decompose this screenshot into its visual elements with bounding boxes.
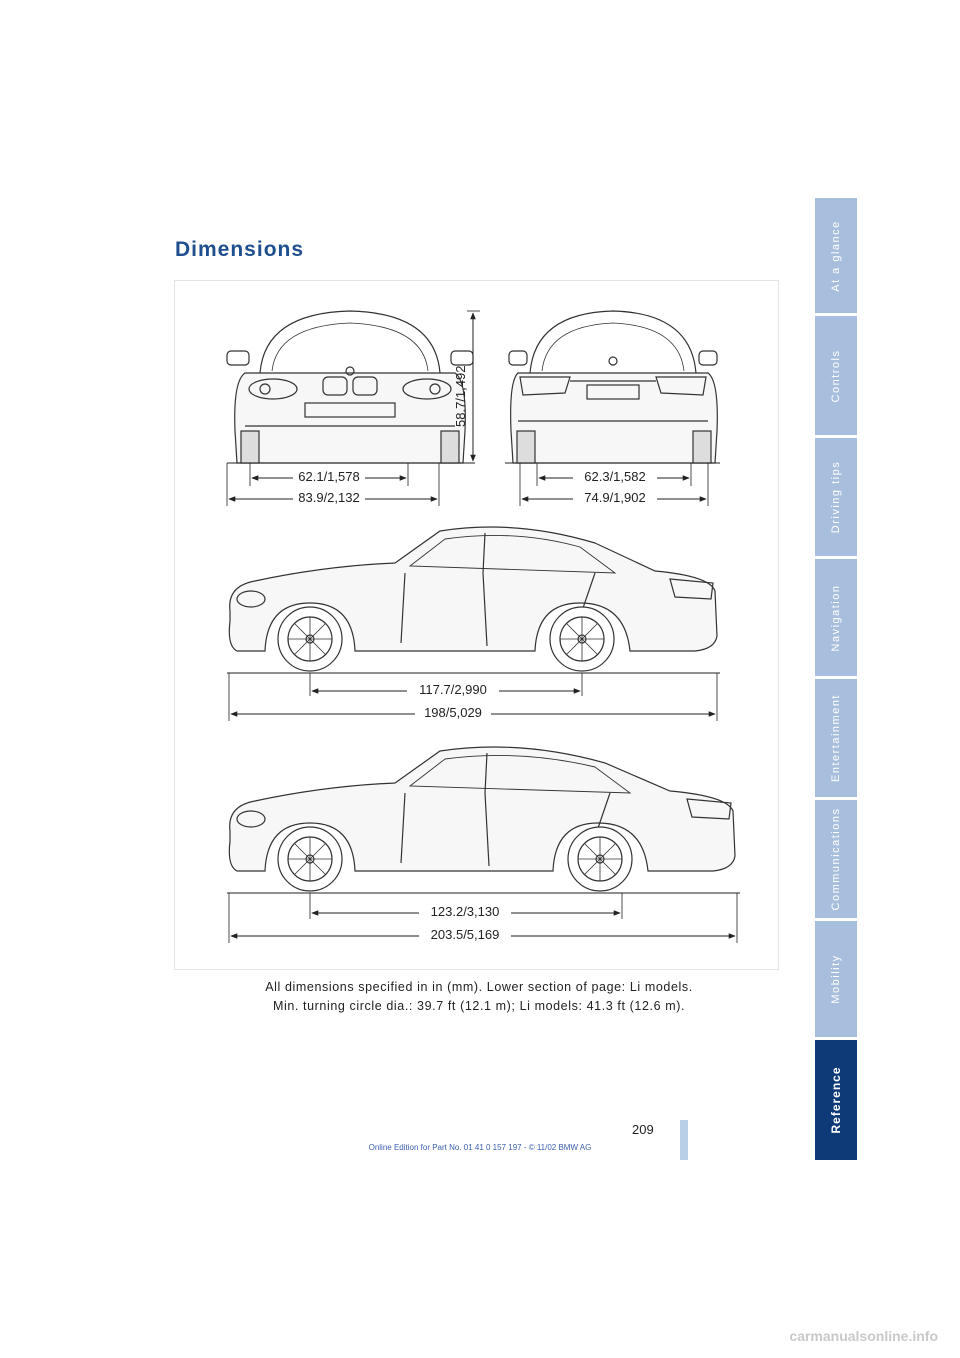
tab-at-a-glance[interactable]: At a glance [815, 198, 857, 313]
caption-line-2: Min. turning circle dia.: 39.7 ft (12.1 m); Li models: 41.3 ft (12.6 m). [272, 999, 686, 1013]
tab-navigation[interactable]: Navigation [815, 559, 857, 676]
dimensions-drawing [175, 281, 780, 971]
dim-rear-track: 62.3/1,582 [584, 469, 646, 484]
tab-entertainment[interactable]: Entertainment [815, 679, 857, 797]
dim-front-track: 62.1/1,578 [298, 469, 360, 484]
watermark: carmanualsonline.info [789, 1328, 938, 1344]
tab-controls[interactable]: Controls [815, 316, 857, 435]
figure-caption [174, 978, 784, 1016]
footer-edition: Online Edition for Part No. 01 41 0 157 197 - © 11/02 BMW AG [368, 1143, 592, 1152]
tab-mobility[interactable]: Mobility [815, 921, 857, 1037]
tab-driving-tips[interactable]: Driving tips [815, 438, 857, 556]
side-view-car-li [229, 747, 735, 891]
caption-line-1: All dimensions specified in in (mm). Lower section of page: Li models. [265, 980, 693, 994]
dimensions-figure [174, 280, 779, 970]
dim-li-wheelbase: 123.2/3,130 [430, 904, 500, 919]
side-view-car [229, 527, 717, 671]
dim-height: 58.7/1,492 [453, 365, 468, 427]
dim-wheelbase: 117.7/2,990 [419, 682, 487, 697]
page-number: 209 [632, 1122, 654, 1137]
dim-rear-width: 74.9/1,902 [584, 490, 646, 505]
tab-communications[interactable]: Communications [815, 800, 857, 918]
rear-view-car [509, 311, 717, 463]
page-number-bar [680, 1120, 688, 1160]
dim-li-length: 203.5/5,169 [430, 927, 500, 942]
dim-front-width: 83.9/2,132 [298, 490, 360, 505]
chapter-sidebar [815, 198, 857, 1160]
dim-length: 198/5,029 [424, 705, 482, 720]
front-view-car [227, 311, 473, 463]
page-title: Dimensions [175, 238, 305, 261]
tab-reference[interactable]: Reference [815, 1040, 857, 1160]
